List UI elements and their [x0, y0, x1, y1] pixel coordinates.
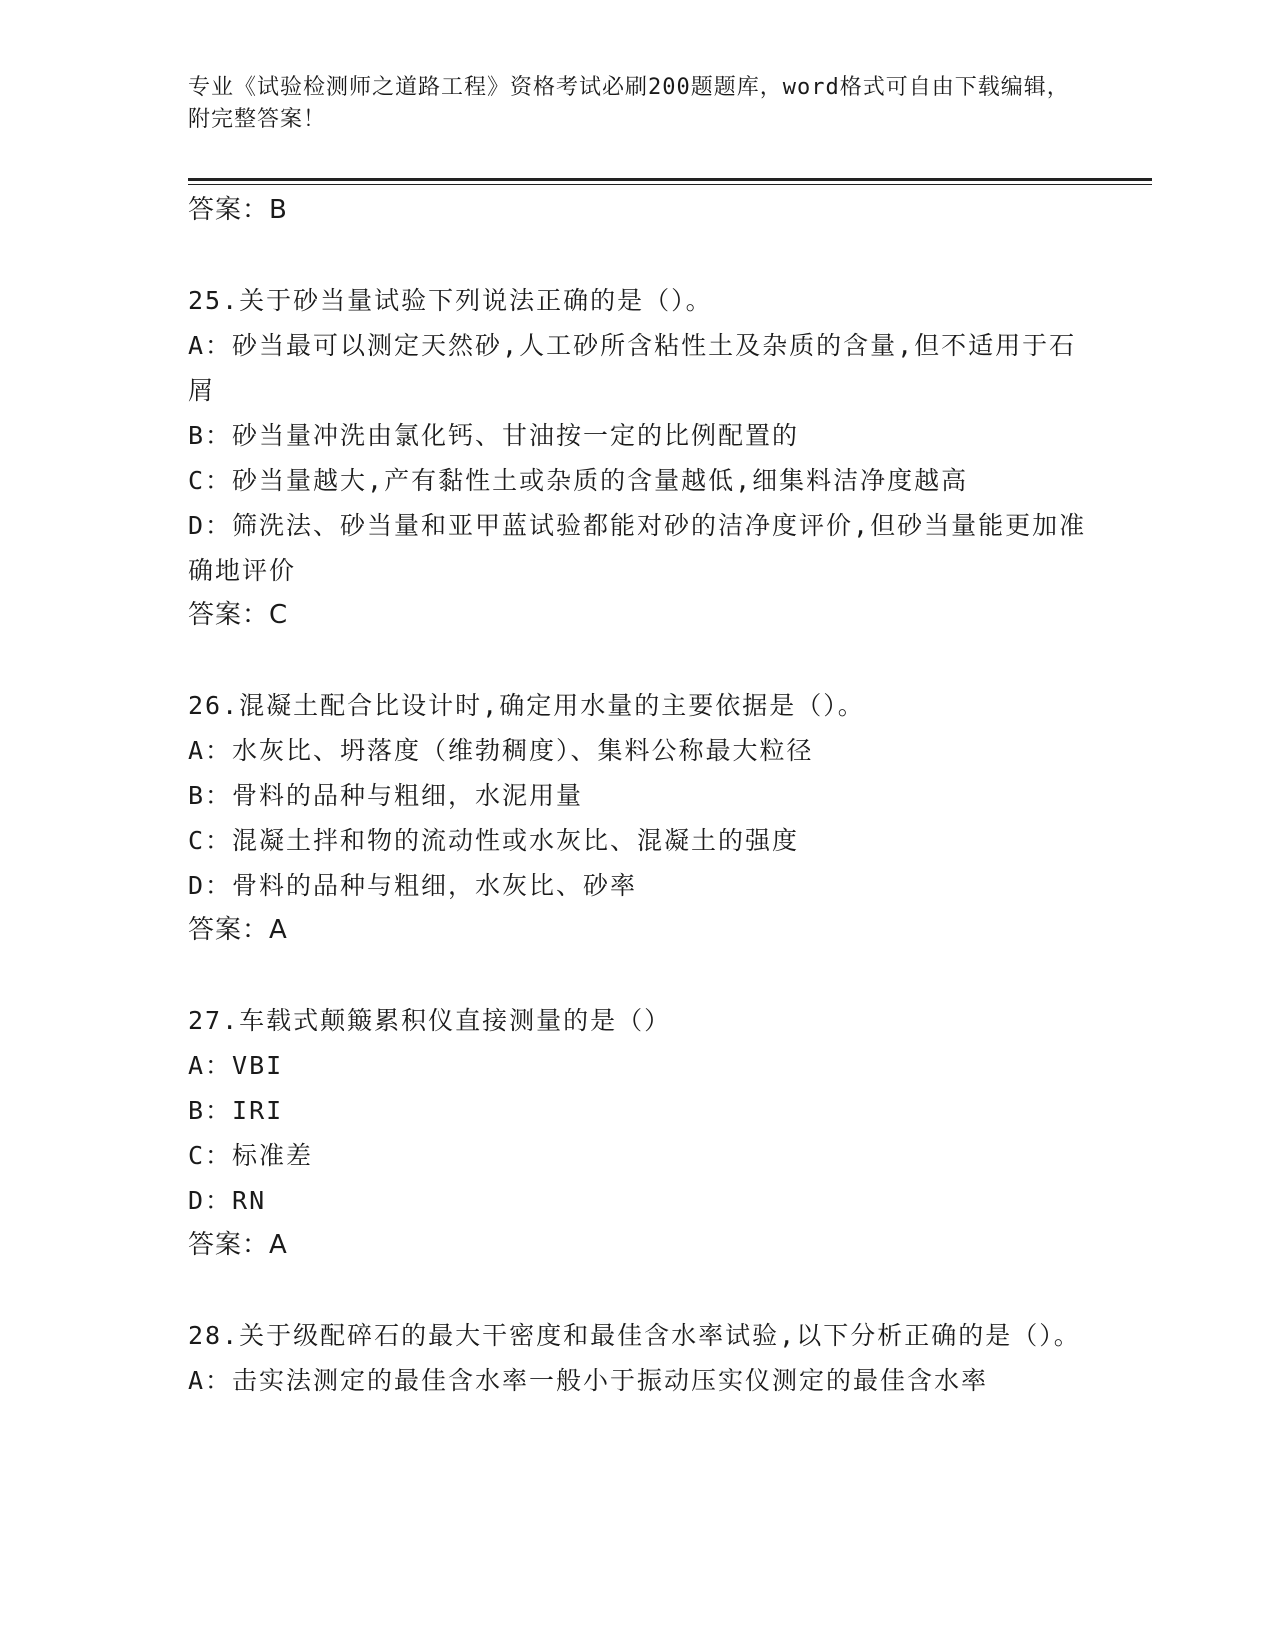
question-block	[188, 1313, 1088, 1403]
option-c: C：标准差	[188, 1141, 314, 1170]
header-divider	[188, 178, 1152, 181]
option-a: A：砂当最可以测定天然砂,人工砂所含粘性土及杂质的含量,但不适用于石屑	[188, 331, 1077, 405]
option-a: A：水灰比、坍落度（维勃稠度）、集料公称最大粒径	[188, 736, 814, 765]
question-stem: 28.关于级配碎石的最大干密度和最佳含水率试验,以下分析正确的是（）。	[188, 1321, 1081, 1350]
header-divider-thin	[188, 184, 1152, 185]
option-b: B：骨料的品种与粗细，水泥用量	[188, 781, 584, 810]
option-b: B：砂当量冲洗由氯化钙、甘油按一定的比例配置的	[188, 421, 800, 450]
option-b: B：IRI	[188, 1096, 284, 1125]
question-stem: 26.混凝土配合比设计时,确定用水量的主要依据是（）。	[188, 691, 865, 720]
question-stem: 25.关于砂当量试验下列说法正确的是（）。	[188, 286, 713, 315]
question-block	[188, 683, 1088, 953]
question-block	[188, 278, 1088, 638]
question-stem: 27.车载式颠簸累积仪直接测量的是（）	[188, 1006, 672, 1035]
option-d: D：筛洗法、砂当量和亚甲蓝试验都能对砂的洁净度评价,但砂当量能更加准确地评价	[188, 511, 1087, 585]
option-d: D：骨料的品种与粗细，水灰比、砂率	[188, 871, 638, 900]
document-header: 专业《试验检测师之道路工程》资格考试必刷200题题库，word格式可自由下载编辑，附完整答案！	[188, 75, 1070, 132]
option-a: A：击实法测定的最佳含水率一般小于振动压实仪测定的最佳含水率	[188, 1366, 989, 1395]
question-block	[188, 998, 1088, 1268]
option-c: C：混凝土拌和物的流动性或水灰比、混凝土的强度	[188, 826, 800, 855]
question-content	[188, 188, 1088, 1403]
answer-line: 答案：A	[188, 915, 288, 945]
option-c: C：砂当量越大,产有黏性土或杂质的含量越低,细集料洁净度越高	[188, 466, 969, 495]
option-d: D：RN	[188, 1186, 267, 1215]
answer-line: 答案：A	[188, 1230, 288, 1260]
answer-line: 答案：B	[188, 195, 288, 225]
option-a: A：VBI	[188, 1051, 284, 1080]
answer-line: 答案：C	[188, 600, 289, 630]
